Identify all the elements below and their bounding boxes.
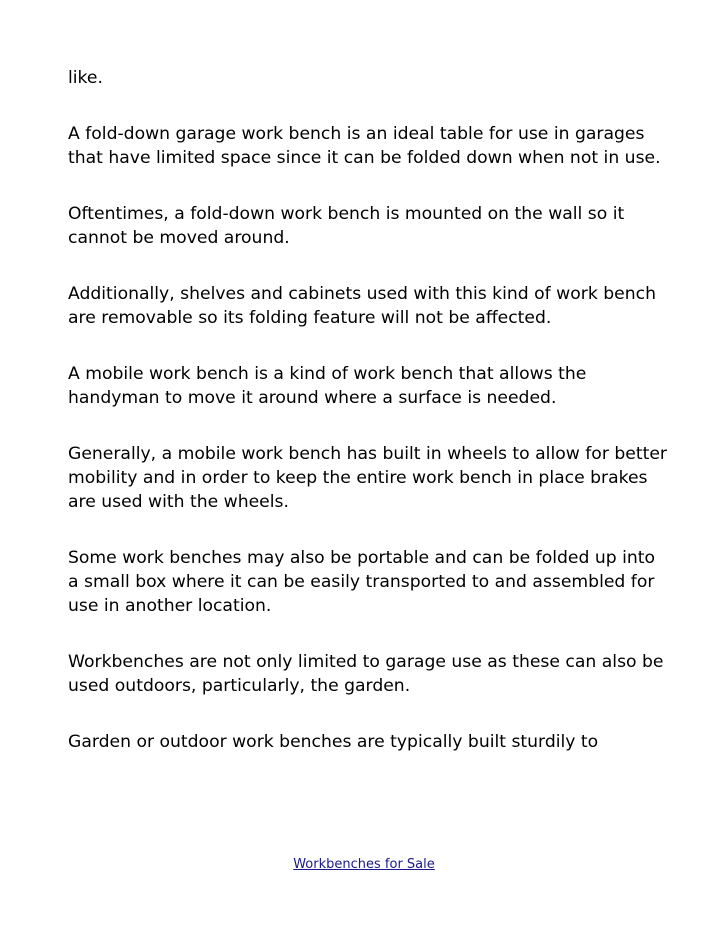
paragraph: Generally, a mobile work bench has built in wheels to allow for better mobility and in order to keep the entire work bench in place brakes are used with the wheels. <box>68 444 667 512</box>
paragraph: A fold-down garage work bench is an ideal table for use in garages that have limited space since it can be folded down when not in use. <box>68 124 661 168</box>
paragraph: Additionally, shelves and cabinets used with this kind of work bench are removable so its folding feature will not be affected. <box>68 284 656 328</box>
document-body <box>68 66 668 786</box>
footer-link[interactable]: Workbenches for Sale <box>293 857 435 872</box>
paragraph: Garden or outdoor work benches are typically built sturdily to <box>68 732 599 752</box>
paragraph: like. <box>68 68 103 88</box>
paragraph: Some work benches may also be portable and can be folded up into a small box where it can be easily transported to and assembled for use in another location. <box>68 548 656 616</box>
page-footer <box>0 857 728 873</box>
paragraph: Oftentimes, a fold-down work bench is mounted on the wall so it cannot be moved around. <box>68 204 625 248</box>
paragraph: A mobile work bench is a kind of work bench that allows the handyman to move it around where a surface is needed. <box>68 364 587 408</box>
paragraph: Workbenches are not only limited to garage use as these can also be used outdoors, particularly, the garden. <box>68 652 664 696</box>
